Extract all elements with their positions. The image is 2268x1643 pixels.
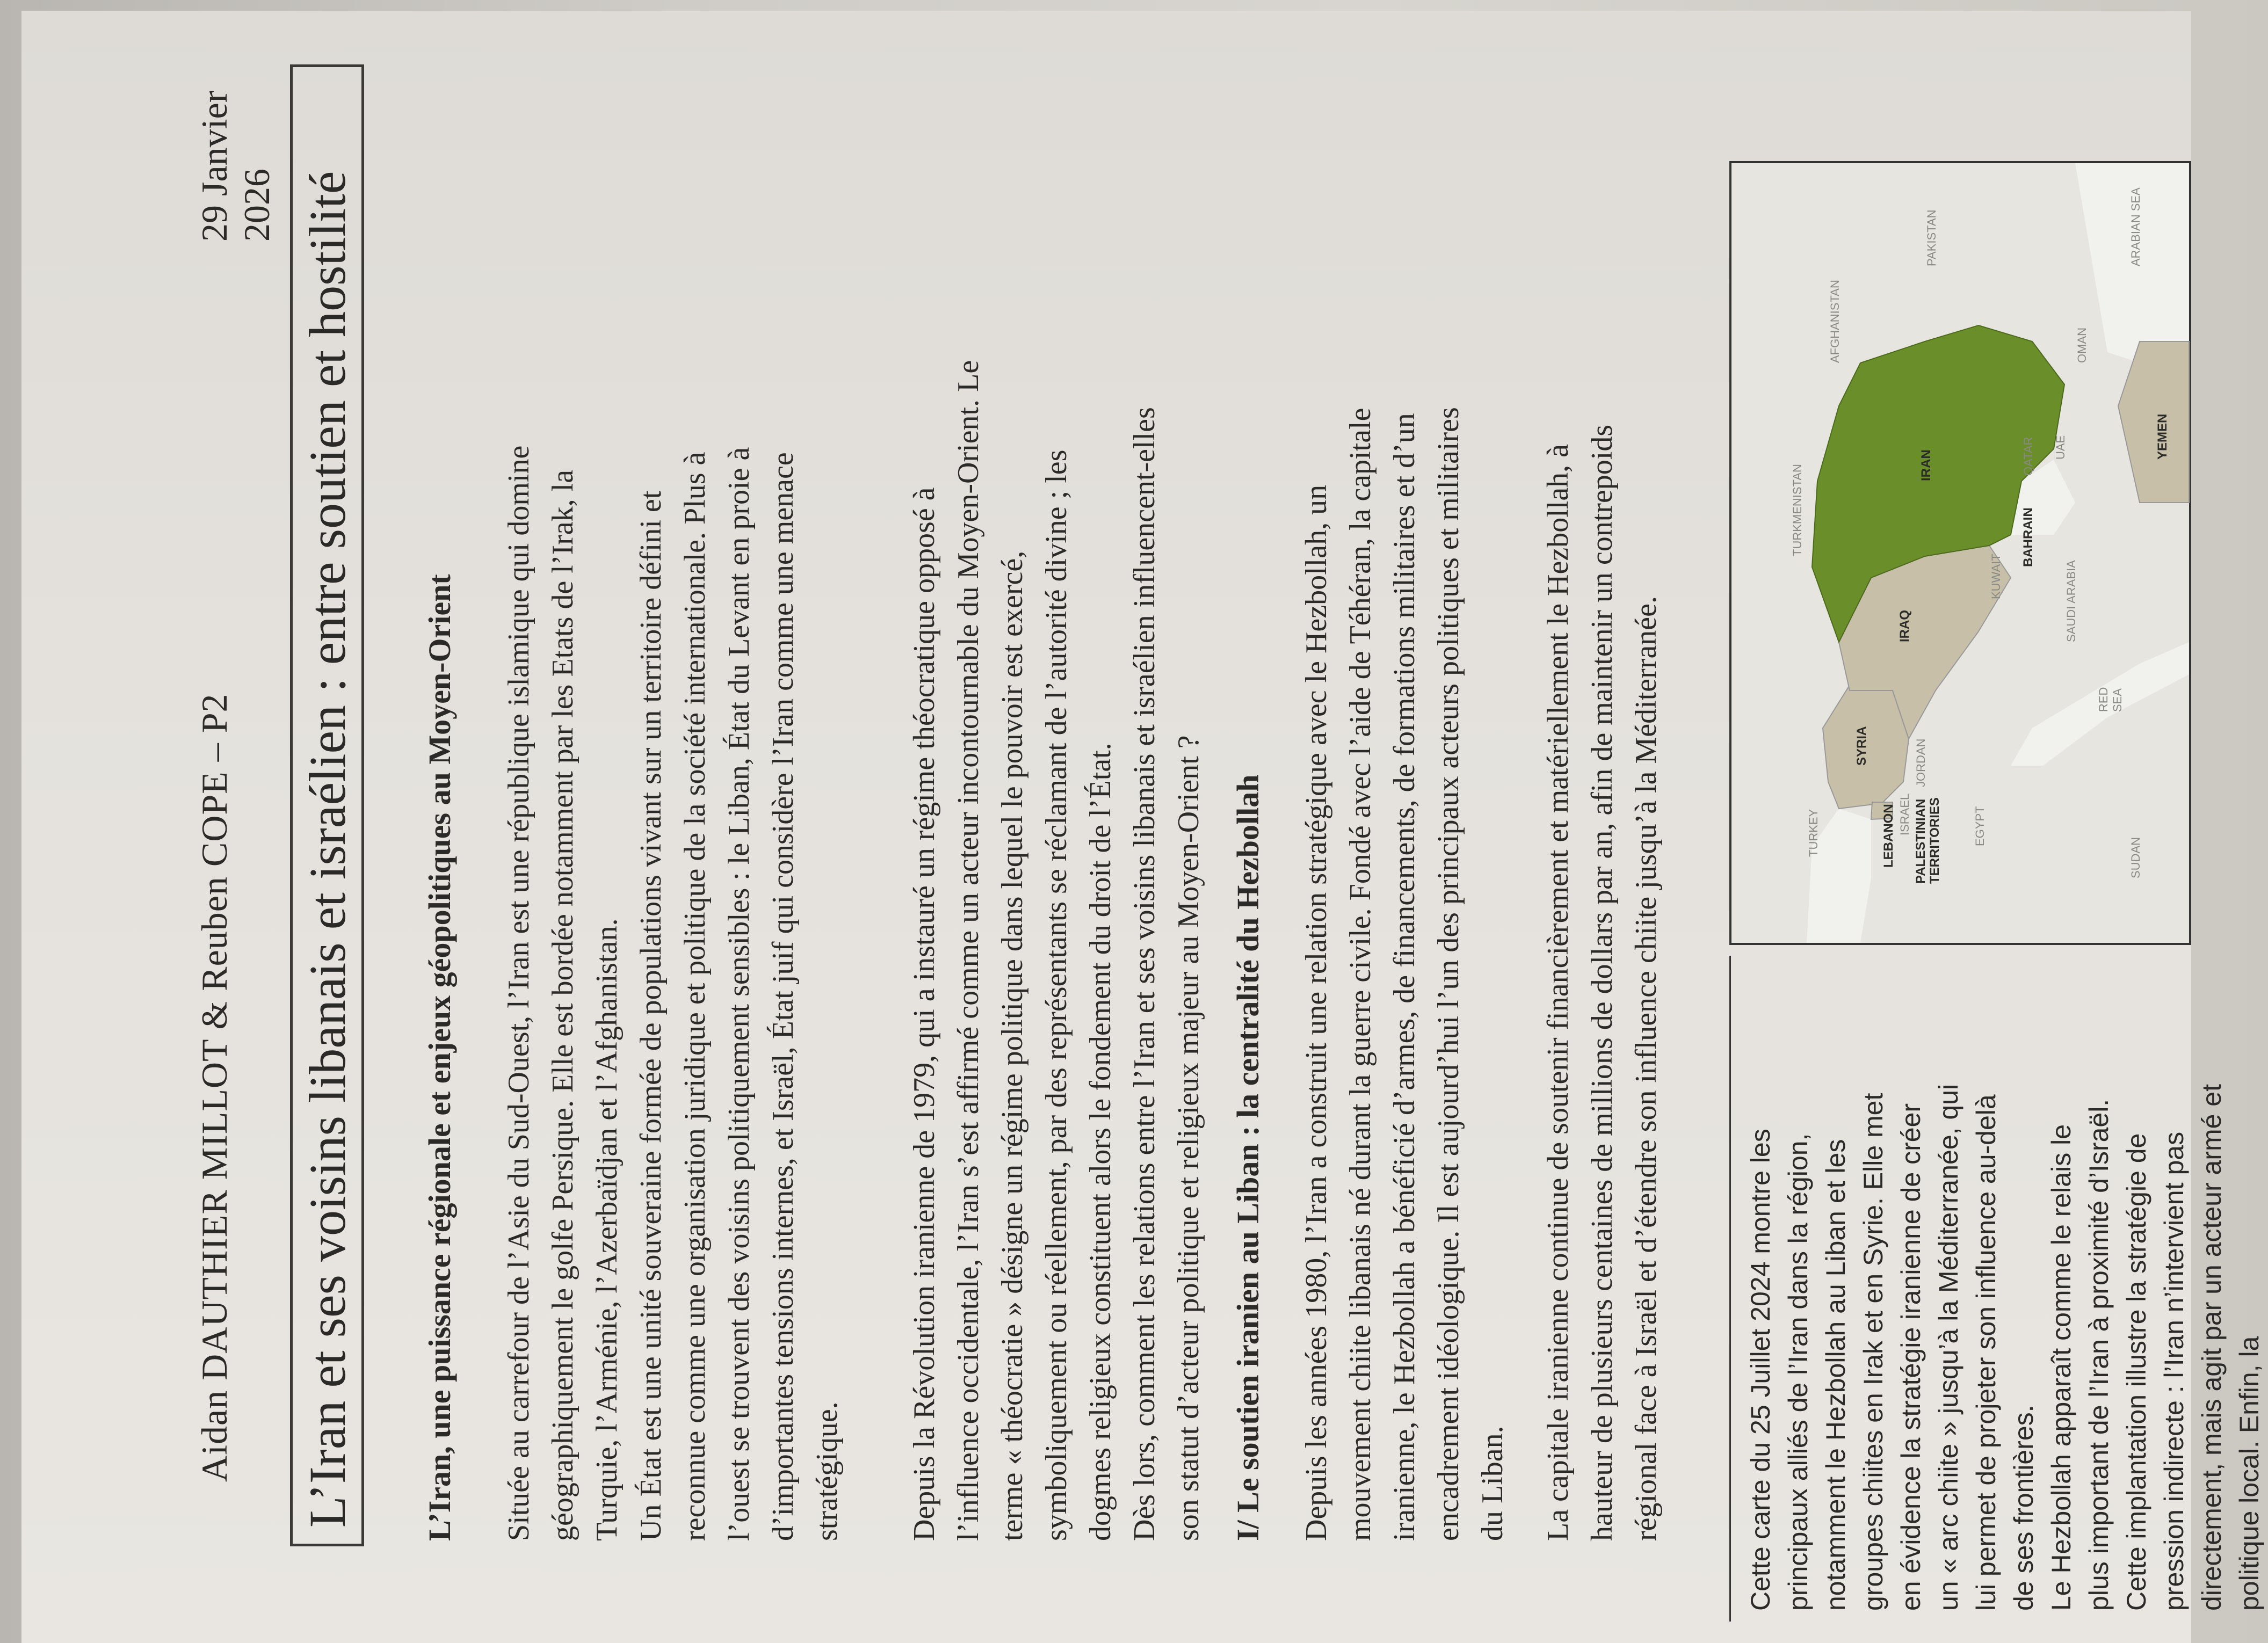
text-line: régional face à Israël et d’étendre son influence chiite jusqu’à la Méditerranée. xyxy=(1629,595,1663,1541)
text-line: géographiquement le golfe Persique. Elle est bordée notamment par les Etats de l’Irak, la xyxy=(546,469,579,1541)
text-line: stratégique. xyxy=(810,1401,844,1541)
text-line: reconnue comme une organisation juridique et politique de la société internationale. Plus à xyxy=(678,452,712,1541)
document-title xyxy=(290,64,364,1546)
map-label-pakistan: PAKISTAN xyxy=(1925,209,1938,266)
text-line: hauteur de plusieurs centaines de millions de dollars par an, afin de maintenir un contrepoids xyxy=(1585,424,1619,1541)
caption-line: principaux alliés de l’Iran dans la région, xyxy=(1783,1133,1813,1611)
caption-line: en évidence la stratégie iranienne de créer xyxy=(1896,1103,1926,1611)
map-label-turkey: TURKEY xyxy=(1807,809,1820,857)
map-label-kuwait: KUWAIT xyxy=(1989,554,2003,599)
middle-east-map xyxy=(1729,161,2191,945)
map-label-sudan: SUDAN xyxy=(2129,837,2142,878)
map-label-jordan: JORDAN xyxy=(1914,738,1928,787)
section-heading-1: I/ Le soutien iranien au Liban : la centralité du Hezbollah xyxy=(1230,774,1265,1541)
section-heading-intro: L’Iran, une puissance régionale et enjeux géopolitiques au Moyen-Orient xyxy=(422,574,457,1541)
authors-header: Aidan DAUTHIER MILLOT & Reuben COPE – P2 xyxy=(194,693,235,1482)
text-line: La capitale iranienne continue de soutenir financièrement et matériellement le Hezbollah, à xyxy=(1541,444,1575,1541)
section1-paragraph-2 xyxy=(1536,425,1668,1541)
map-label-turkmenistan: TURKMENISTAN xyxy=(1791,464,1804,556)
map-label-redsea-2: SEA xyxy=(2111,688,2124,712)
caption-line: pression indirecte : l’Iran n’intervient pas xyxy=(2159,1131,2189,1611)
caption-line: directement, mais agit par un acteur armé et xyxy=(2197,1084,2227,1611)
map-label-redsea-1: RED xyxy=(2097,687,2110,712)
date-header: 29 Janvier 2026 xyxy=(194,90,277,242)
text-line: Située au carrefour de l’Asie du Sud-Ouest, l’Iran est une république islamique qui domine xyxy=(502,445,535,1541)
map-label-palestinian: PALESTINIAN xyxy=(1914,798,1928,884)
document-sheet xyxy=(21,54,2264,1643)
map-label-saudi: SAUDI ARABIA xyxy=(2064,560,2078,642)
map-label-egypt: EGYPT xyxy=(1973,806,1987,846)
text-line: Un État est une unité souveraine formée de populations vivant sur un territoire défini et xyxy=(634,490,668,1541)
text-line: dogmes religieux constituent alors le fondement du droit de l’État. xyxy=(1084,743,1117,1541)
map-label-territories: TERRITORIES xyxy=(1928,797,1942,884)
text-line: iranienne, le Hezbollah a bénéficié d’armes, de financements, de formations militaires et d’un xyxy=(1388,413,1421,1541)
caption-line: de ses frontières. xyxy=(2009,1405,2039,1611)
text-line: encadrement idéologique. Il est aujourd’hui l’un des principaux acteurs politiques et militaires xyxy=(1432,407,1465,1541)
text-line: Turquie, l’Arménie, l’Azerbaïdjan et l’Afghanistan. xyxy=(590,918,624,1541)
text-line: l’influence occidentale, l’Iran s’est affirmé comme un acteur incontournable du Moyen-Orient. Le xyxy=(952,360,985,1541)
intro-paragraph-2 xyxy=(902,360,1211,1541)
caption-line: Le Hezbollah apparaît comme le relais le xyxy=(2046,1124,2076,1611)
map-label-oman: OMAN xyxy=(2075,328,2089,363)
map-label-yemen: YEMEN xyxy=(2155,413,2170,460)
text-line: du Liban. xyxy=(1476,1426,1509,1541)
text-line: symboliquement ou réellement, par des représentants se réclamant de l’autorité divine ; les xyxy=(1040,449,1073,1541)
map-label-arabiansea: ARABIAN SEA xyxy=(2129,187,2142,266)
title-text: L’Iran et ses voisins libanais et israélien : entre soutien et hostilité xyxy=(298,171,356,1528)
text-line: mouvement chiite libanais né durant la guerre civile. Fondé avec l’aide de Téhéran, la capitale xyxy=(1344,408,1377,1541)
text-line: l’ouest se trouvent des voisins politiquement sensibles : le Liban, État du Levant en proie à xyxy=(722,447,756,1541)
caption-line: Cette implantation illustre la stratégie de xyxy=(2121,1133,2151,1611)
text-line: son statut d’acteur politique et religieux majeur au Moyen-Orient ? xyxy=(1172,735,1205,1541)
text-line: Dès lors, comment les relations entre l’Iran et ses voisins libanais et israélien influencent-elles xyxy=(1128,407,1161,1541)
map-label-syria: SYRIA xyxy=(1854,726,1869,766)
caption-line: Cette carte du 25 Juillet 2024 montre les xyxy=(1745,1129,1776,1611)
map-label-lebanon: LEBANON xyxy=(1881,804,1896,868)
caption-line: plus important de l’Iran à proximité d’Israël. xyxy=(2084,1099,2114,1611)
intro-paragraph-1 xyxy=(497,446,849,1541)
caption-line: un « arc chiite » jusqu’à la Méditerranée, qui xyxy=(1933,1084,1963,1611)
map-svg xyxy=(1731,163,2189,943)
map-label-uae: UAE xyxy=(2054,435,2067,460)
text-line: Depuis la Révolution iranienne de 1979, qui a instauré un régime théocratique opposé à xyxy=(908,487,941,1541)
map-label-bahrain: BAHRAIN xyxy=(2021,507,2035,567)
map-label-afghanistan: AFGHANISTAN xyxy=(1828,280,1842,363)
text-line: Depuis les années 1980, l’Iran a construit une relation stratégique avec le Hezbollah, un xyxy=(1300,484,1333,1541)
map-caption xyxy=(1729,956,2264,1622)
caption-line: notamment le Hezbollah au Liban et les xyxy=(1821,1139,1851,1611)
caption-line: lui permet de projeter son influence au-delà xyxy=(1971,1094,2001,1611)
text-line: d’importantes tensions internes, et Israël, État juif qui considère l’Iran comme une menace xyxy=(766,452,800,1541)
map-label-qatar: QATAR xyxy=(2021,437,2035,476)
caption-line: groupes chiites en Irak et en Syrie. Elle met xyxy=(1858,1093,1888,1611)
map-label-iran: IRAN xyxy=(1919,449,1933,481)
photographed-page xyxy=(21,11,2264,1643)
map-label-israel: ISRAEL xyxy=(1898,793,1911,835)
text-line: terme « théocratie » désigne un régime politique dans lequel le pouvoir est exercé, xyxy=(996,550,1029,1541)
section1-paragraph-1 xyxy=(1294,407,1515,1541)
caption-line: politique local. Enfin, la xyxy=(2234,1336,2264,1611)
map-label-iraq: IRAQ xyxy=(1897,610,1912,642)
